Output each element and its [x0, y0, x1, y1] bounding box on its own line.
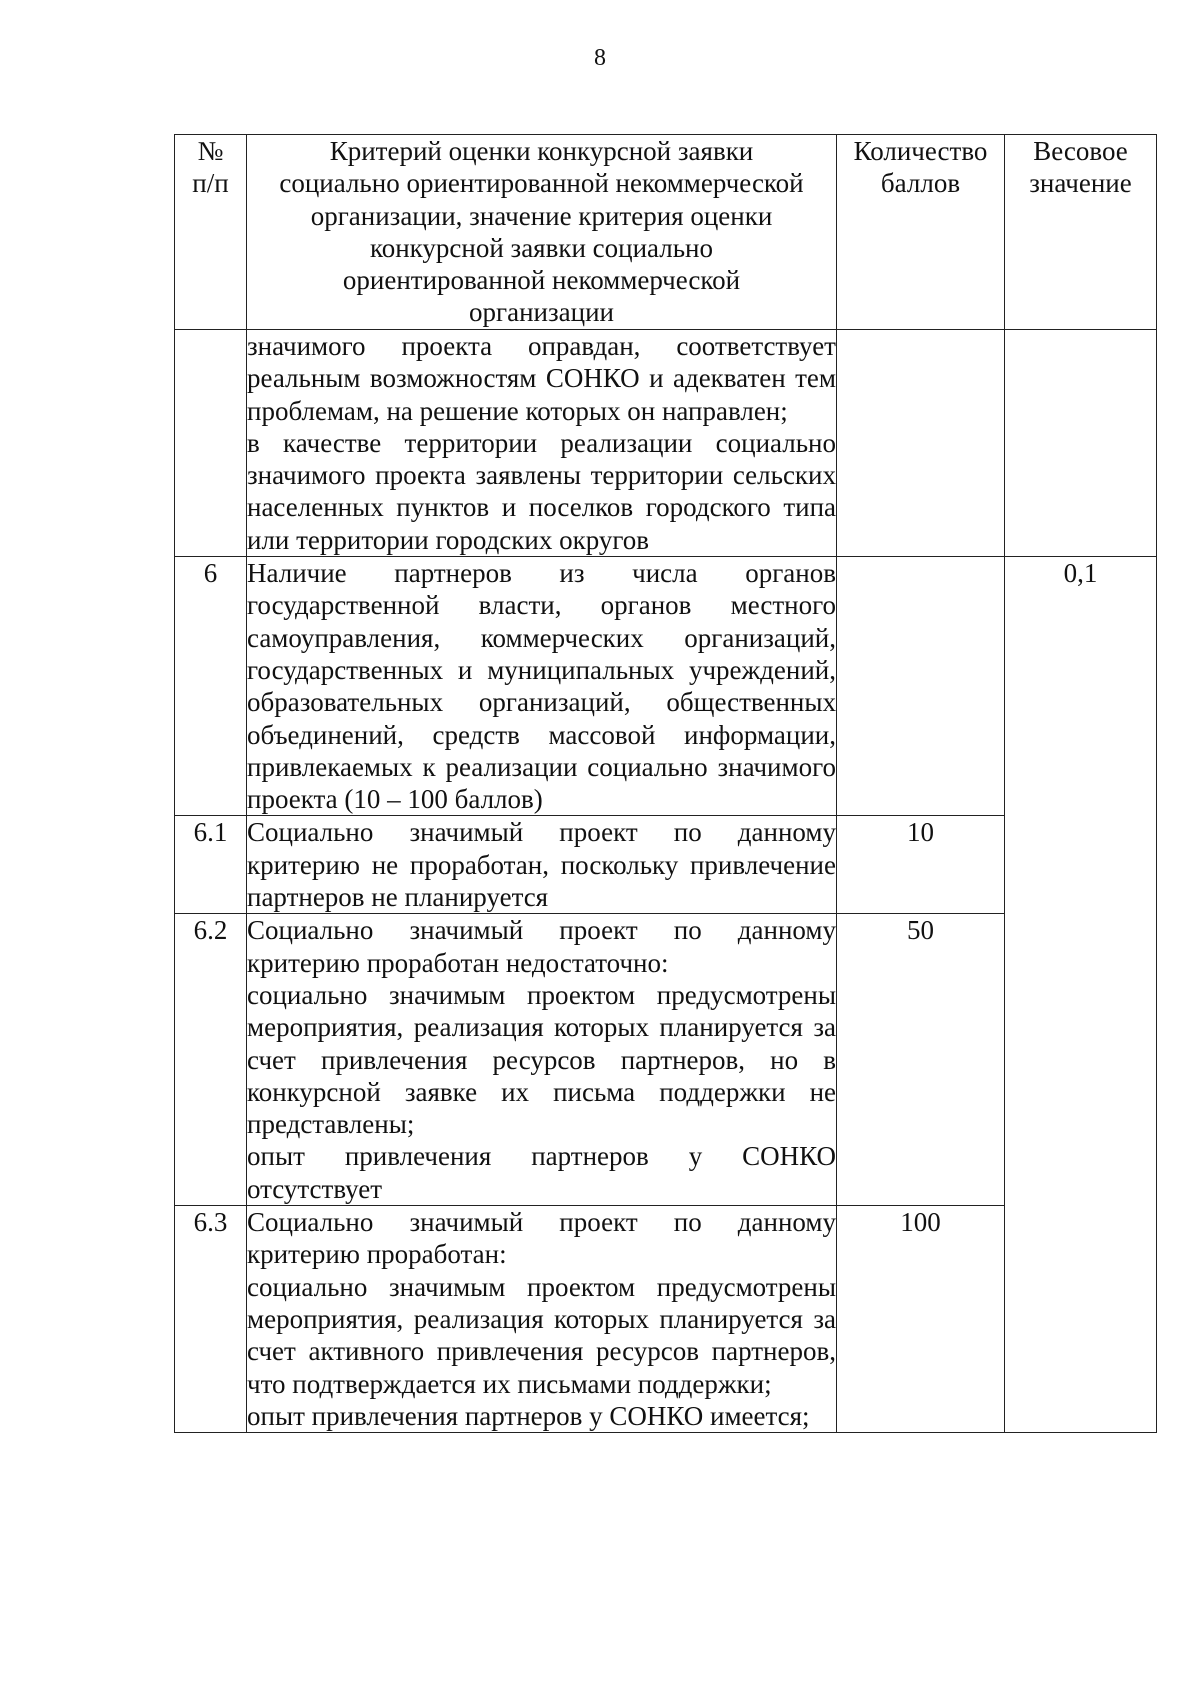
header-points — [837, 135, 1005, 330]
header-num — [175, 135, 247, 330]
page-number: 8 — [594, 45, 606, 71]
header-criterion-line: организации, значение критерия оценки — [310, 200, 773, 231]
header-points-line: Количество — [853, 136, 988, 166]
criterion-paragraph: значимого проекта оправдан, соответствует реальным возможностям СОНКО и адекватен тем проблемам, на решение которых он направлен; — [247, 331, 836, 426]
criterion-paragraph: опыт привлечения партнеров у СОНКО отсутствует — [247, 1141, 836, 1204]
header-points-line: баллов — [880, 168, 961, 199]
table-header-row — [175, 135, 1157, 330]
row-points — [837, 557, 1005, 816]
row-criterion — [247, 816, 837, 914]
table-row — [175, 330, 1157, 557]
header-criterion-line: ориентированной некоммерческой — [342, 265, 741, 296]
header-weight-line: значение — [1029, 168, 1132, 199]
criterion-paragraph: социально значимым проектом предусмотрены мероприятия, реализация которых планируется за счет привлечения ресурсов партнеров, но в конкурсной заявке их письма поддержки не представлены; — [247, 979, 836, 1140]
criterion-paragraph: в качестве территории реализации социально значимого проекта заявлены территории сельских населенных пунктов и поселков городского типа или территории городских округов — [247, 427, 836, 555]
criterion-paragraph: Социально значимый проект по данному критерию не проработан, поскольку привлечение партнеров не планируется — [247, 817, 836, 913]
header-criterion-line: социально ориентированной некоммерческой — [279, 168, 804, 199]
row-criterion — [247, 330, 837, 557]
header-weight — [1005, 135, 1157, 330]
criterion-paragraph: Социально значимый проект по данному критерию проработан недостаточно: — [247, 915, 836, 978]
header-criterion-line: Критерий оценки конкурсной заявки — [329, 136, 754, 166]
header-num-line: п/п — [192, 168, 229, 199]
criteria-table — [174, 134, 1157, 1433]
row-points — [837, 330, 1005, 557]
header-criterion-line: организации — [469, 297, 614, 328]
row-criterion — [247, 914, 837, 1206]
row-criterion — [247, 1206, 837, 1433]
row-num: 6.3 — [175, 1206, 247, 1433]
header-criterion — [247, 135, 837, 330]
row-num: 6.1 — [175, 816, 247, 914]
header-num-line: № — [197, 136, 224, 166]
header-criterion-line: конкурсной заявки социально — [369, 232, 714, 263]
row-num — [175, 330, 247, 557]
table-row — [175, 557, 1157, 816]
row-num: 6.2 — [175, 914, 247, 1206]
row-points: 50 — [837, 914, 1005, 1206]
row-criterion — [247, 557, 837, 816]
row-weight: 0,1 — [1005, 557, 1157, 1433]
row-weight — [1005, 330, 1157, 557]
row-points: 100 — [837, 1206, 1005, 1433]
criterion-paragraph: Наличие партнеров из числа органов государственной власти, органов местного самоуправления, коммерческих организаций, государственных и муниципальных учреждений, образовательных организаций, общественных объединений, средств массовой информации, привлекаемых к реализации социально значимого проекта (10 – 100 баллов) — [247, 558, 836, 815]
criterion-paragraph: Социально значимый проект по данному критерию проработан: — [247, 1207, 836, 1270]
row-points: 10 — [837, 816, 1005, 914]
header-weight-line: Весовое — [1033, 136, 1128, 166]
row-num: 6 — [175, 557, 247, 816]
criterion-paragraph: социально значимым проектом предусмотрены мероприятия, реализация которых планируется за счет активного привлечения ресурсов партнеров, что подтверждается их письмами поддержки; — [247, 1271, 836, 1399]
criterion-paragraph: опыт привлечения партнеров у СОНКО имеется; — [247, 1400, 810, 1431]
